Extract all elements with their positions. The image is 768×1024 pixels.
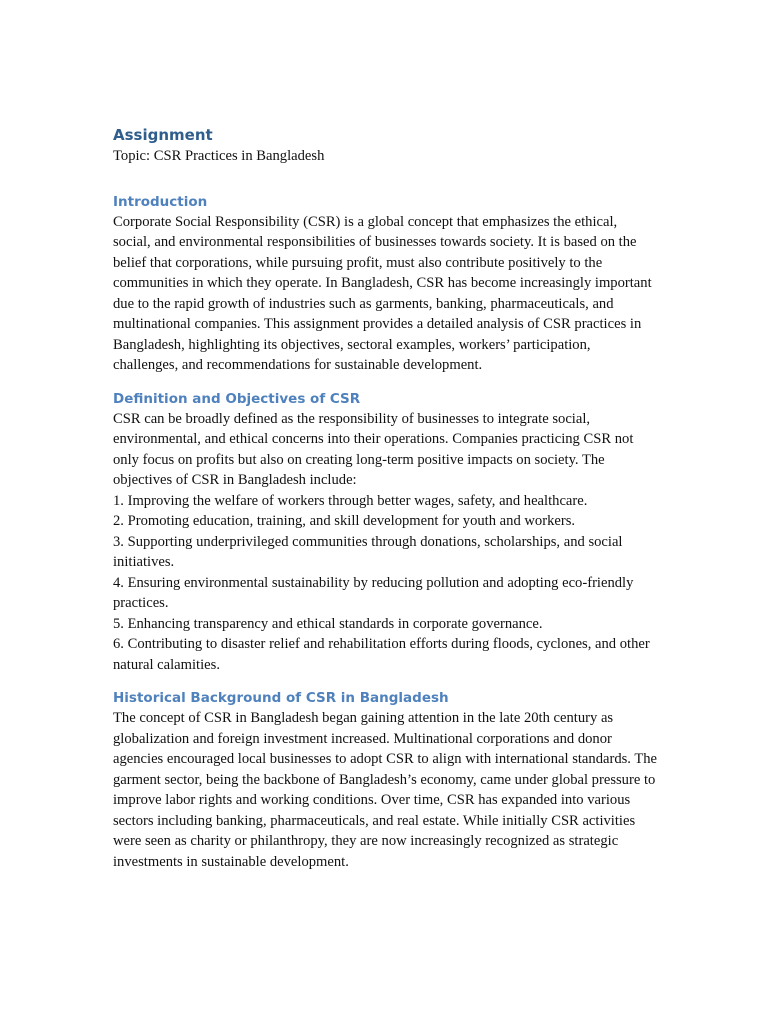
section-heading-history: Historical Background of CSR in Bangladesh — [113, 690, 449, 706]
list-item: 3. Supporting underprivileged communities through donations, scholarships, and social initiatives. — [113, 533, 623, 570]
document-title: Assignment — [113, 126, 213, 144]
objectives-list — [113, 491, 658, 676]
section-heading-definition: Definition and Objectives of CSR — [113, 390, 361, 407]
list-item: 5. Enhancing transparency and ethical standards in corporate governance. — [113, 615, 543, 632]
section-paragraph-history: The concept of CSR in Bangladesh began gaining attention in the late 20th century as globalization and foreign investment increased. Multinational corporations and donor agencies encouraged local businesses to adopt CSR to align with international standards. The garment sector, being the backbone of Bangladesh’s economy, came under global pressure to improve labor rights and working conditions. Over time, CSR has expanded into various sectors including banking, pharmaceuticals, and real estate. While initially CSR activities were seen as charity or philanthropy, they are now increasingly recognized as strategic investments in sustainable development. — [113, 710, 658, 870]
list-item: 4. Ensuring environmental sustainability by reducing pollution and adopting eco-friendly practices. — [113, 574, 634, 611]
list-item: 1. Improving the welfare of workers through better wages, safety, and healthcare. — [113, 492, 588, 509]
section-introduction — [113, 192, 658, 376]
spacer — [113, 376, 658, 389]
spacer — [113, 167, 658, 192]
section-historical-background — [113, 688, 658, 872]
section-paragraph-introduction: Corporate Social Responsibility (CSR) is a global concept that emphasizes the ethical, social, and environmental responsibilities of businesses towards society. It is based on the belief that corporations, while pursuing profit, must also contribute positively to the communities in which they operate. In Bangladesh, CSR has become increasingly important due to the rapid growth of industries such as garments, banking, pharmaceuticals, and multinational companies. This assignment provides a detailed analysis of CSR practices in Bangladesh, highlighting its objectives, sectoral examples, workers’ participation, challenges, and recommendations for sustainable development. — [113, 213, 652, 373]
document-topic: Topic: CSR Practices in Bangladesh — [113, 148, 325, 164]
document-page — [113, 124, 658, 872]
section-definition-objectives — [113, 389, 658, 676]
section-heading-introduction: Introduction — [113, 193, 208, 210]
list-item: 2. Promoting education, training, and skill development for youth and workers. — [113, 513, 576, 529]
spacer — [113, 675, 658, 688]
list-item: 6. Contributing to disaster relief and rehabilitation efforts during floods, cyclones, and other natural calamities. — [113, 636, 650, 673]
section-paragraph-definition: CSR can be broadly defined as the responsibility of businesses to integrate social, environmental, and ethical concerns into their operations. Companies practicing CSR not only focus on profits but also on creating long-term positive impacts on society. The objectives of CSR in Bangladesh include: — [113, 410, 634, 488]
